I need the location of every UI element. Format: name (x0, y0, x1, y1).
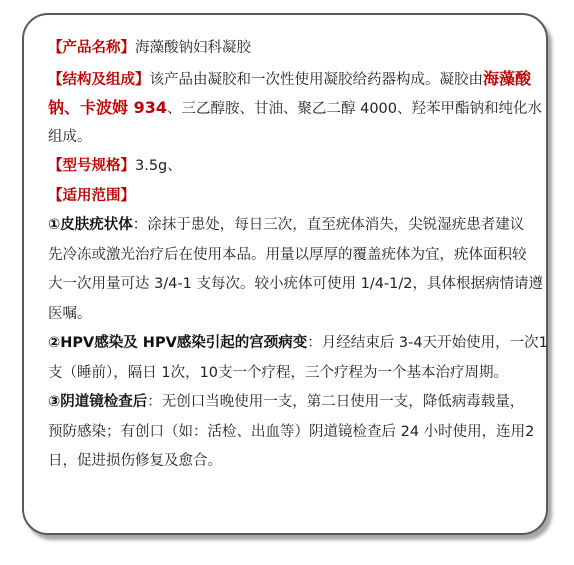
composition-text-1: 该产品由凝胶和一次性使用凝胶给药器构成。凝胶由 (149, 71, 483, 88)
item3-row-1 (48, 388, 548, 418)
product-name-row (48, 34, 548, 64)
composition-text-2: 、三乙醇胺、甘油、聚乙二醇 4000、羟苯甲酯钠和纯化水 (166, 101, 542, 117)
spec-value: 3.5g、 (135, 158, 182, 174)
item2-text-1: ：月经结束后 3-4天开始使用，一次1 (307, 335, 548, 351)
composition-label: 【结构及组成】 (48, 71, 150, 88)
composition-row-1 (48, 64, 548, 94)
item2-title: ②HPV感染及 HPV感染引起的宫颈病变 (48, 335, 308, 351)
item1-row-2 (48, 241, 548, 271)
composition-text-3: 组成。 (48, 128, 92, 145)
item3-title: ③阴道镜检查后 (48, 394, 148, 410)
product-info (48, 34, 548, 477)
composition-row-2 (48, 93, 548, 123)
composition-highlight-2: 钠、卡波姆 934 (48, 98, 167, 117)
item3-text-3: 日，促进损伤修复及愈合。 (48, 453, 222, 469)
spec-label: 【型号规格】 (48, 158, 135, 174)
product-name-label: 【产品名称】 (48, 40, 135, 56)
item1-text-3: 大一次用量可达 3/4-1 支每次。较小疣体可使用 1/4-1/2，具体根据病情请遵 (48, 276, 544, 292)
composition-highlight-1: 海藻酸 (483, 68, 532, 88)
item2-row-1 (48, 329, 548, 359)
item3-row-2 (48, 418, 548, 448)
item1-text-2: 先冷冻或激光治疗后在使用本品。用量以厚厚的覆盖疣体为宜，疣体面积较 (48, 246, 527, 263)
item1-text-1: ：涂抹于患处，每日三次，直至疣体消失，尖锐湿疣患者建议 (132, 217, 525, 233)
composition-row-3 (48, 123, 548, 153)
item2-row-2 (48, 359, 548, 389)
item3-text-2: 预防感染；有创口（如：活检、出血等）阴道镜检查后 24 小时使用，连用2 (48, 423, 535, 440)
item3-row-3 (48, 447, 548, 477)
item1-text-4: 医嘱。 (48, 305, 92, 322)
item2-text-2: 支（睡前），隔日 1次，10支一个疗程，三个疗程为一个基本治疗周期。 (48, 364, 509, 381)
item1-row-4 (48, 300, 548, 330)
item1-row-1 (48, 211, 548, 241)
product-name-value: 海藻酸钠妇科凝胶 (135, 40, 251, 56)
spec-row (48, 152, 548, 182)
item1-row-3 (48, 270, 548, 300)
scope-label: 【适用范围】 (48, 187, 135, 204)
item3-text-1: ：无创口当晚使用一支，第二日使用一支，降低病毒载量， (147, 394, 525, 410)
scope-row (48, 182, 548, 212)
item1-title: ①皮肤疣状体 (48, 217, 133, 233)
